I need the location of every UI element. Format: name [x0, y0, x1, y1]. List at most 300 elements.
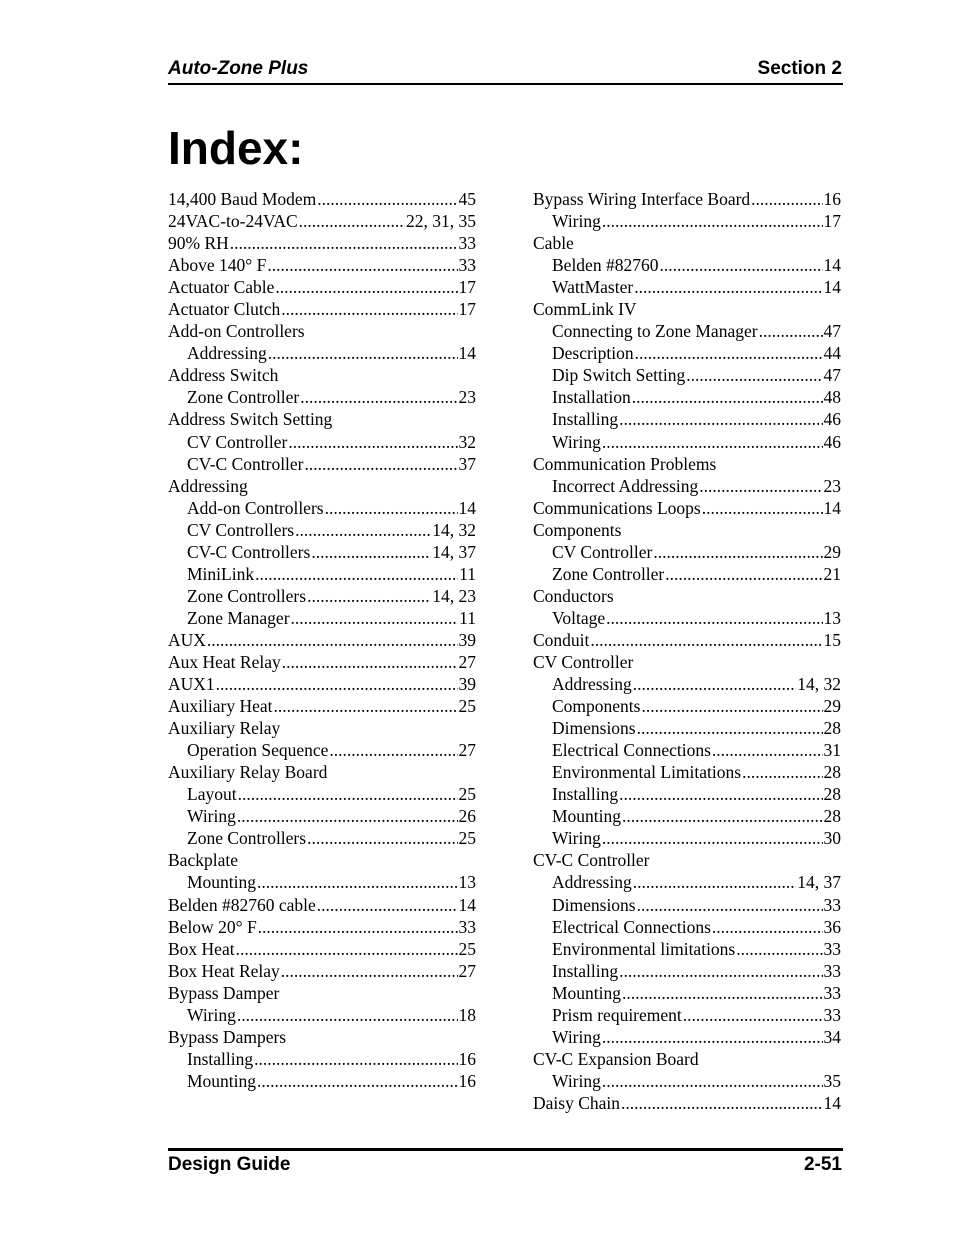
index-term: Zone Controller — [552, 563, 665, 584]
index-entry — [168, 916, 476, 938]
index-term: Address Switch Setting — [168, 409, 333, 430]
index-term: Addressing — [168, 475, 248, 496]
index-page-numbers: 25 — [458, 784, 476, 805]
dot-leader — [712, 916, 823, 938]
index-term: Add-on Controllers — [168, 321, 305, 342]
index-subentry — [168, 805, 476, 827]
index-page-numbers: 33 — [823, 894, 841, 915]
index-entry — [168, 894, 476, 916]
index-entry — [533, 1092, 841, 1114]
dot-leader — [207, 629, 458, 651]
index-entry — [168, 188, 476, 210]
dot-leader — [281, 960, 458, 982]
dot-leader — [329, 739, 457, 761]
index-term: Zone Controllers — [187, 828, 307, 849]
index-page-numbers: 28 — [823, 718, 841, 739]
index-subentry — [533, 960, 841, 982]
index-subentry — [168, 1070, 476, 1092]
index-term: Address Switch — [168, 365, 279, 386]
index-subentry — [533, 607, 841, 629]
dot-leader — [742, 761, 822, 783]
dot-leader — [736, 938, 822, 960]
index-subentry — [533, 1026, 841, 1048]
index-subentry — [533, 739, 841, 761]
index-page-numbers: 11 — [459, 563, 476, 584]
dot-leader — [699, 475, 822, 497]
dot-leader — [237, 805, 458, 827]
index-term: CV Controller — [533, 651, 634, 672]
index-subentry — [533, 408, 841, 430]
index-entry — [533, 497, 841, 519]
index-subentry — [533, 916, 841, 938]
index-page-numbers: 37 — [458, 453, 476, 474]
dot-leader — [702, 497, 823, 519]
index-page-numbers: 13 — [823, 607, 841, 628]
index-page-numbers: 30 — [823, 828, 841, 849]
index-term: AUX1 — [168, 674, 215, 695]
index-term: Zone Controllers — [187, 585, 307, 606]
index-entry — [168, 960, 476, 982]
dot-leader — [307, 827, 457, 849]
index-column-right — [533, 188, 841, 1114]
dot-leader — [683, 1004, 823, 1026]
index-entry — [168, 210, 476, 232]
index-page-numbers: 17 — [458, 299, 476, 320]
index-term: Below 20° F — [168, 916, 257, 937]
dot-leader — [325, 497, 458, 519]
footer-document-name: Design Guide — [168, 1154, 291, 1175]
index-term: 14,400 Baud Modem — [168, 189, 317, 209]
index-page-numbers: 27 — [458, 651, 476, 672]
index-term: Bypass Damper — [168, 982, 280, 1003]
index-page-numbers: 39 — [458, 674, 476, 695]
index-term: Mounting — [187, 872, 257, 893]
index-term: Dimensions — [552, 718, 636, 739]
index-entry — [533, 629, 841, 651]
dot-leader — [659, 254, 822, 276]
index-entry — [168, 717, 476, 739]
index-term: Box Heat Relay — [168, 960, 280, 981]
dot-leader — [622, 805, 822, 827]
index-subentry — [533, 386, 841, 408]
index-term: Cable — [533, 233, 574, 254]
dot-leader — [305, 453, 458, 475]
index-column-left — [168, 188, 476, 1092]
dot-leader — [257, 871, 457, 893]
index-page-numbers: 25 — [458, 828, 476, 849]
index-subentry — [533, 563, 841, 585]
index-entry — [168, 320, 476, 342]
index-subentry — [533, 717, 841, 739]
dot-leader — [281, 298, 457, 320]
index-subentry — [168, 585, 476, 607]
index-entry — [533, 232, 841, 254]
index-subentry — [168, 607, 476, 629]
dot-leader — [751, 188, 822, 210]
index-term: CommLink IV — [533, 299, 637, 320]
index-entry — [168, 475, 476, 497]
index-term: Wiring — [552, 828, 601, 849]
index-entry — [533, 519, 841, 541]
index-term: CV-C Expansion Board — [533, 1048, 699, 1069]
index-term: Zone Manager — [187, 607, 290, 628]
footer-rule — [168, 1148, 843, 1151]
index-page-numbers: 15 — [823, 629, 841, 650]
index-subentry — [533, 431, 841, 453]
index-page-numbers: 23 — [823, 475, 841, 496]
index-page-numbers: 13 — [458, 872, 476, 893]
dot-leader — [686, 364, 822, 386]
page-number: 2-51 — [803, 1154, 842, 1175]
index-term: Mounting — [552, 806, 622, 827]
dot-leader — [602, 1070, 823, 1092]
index-page-numbers: 45 — [458, 189, 476, 209]
index-page-numbers: 47 — [823, 321, 841, 342]
index-term: Components — [552, 696, 641, 717]
index-subentry — [533, 475, 841, 497]
index-term: Daisy Chain — [533, 1092, 621, 1113]
index-term: Actuator Clutch — [168, 299, 281, 320]
index-term: Bypass Dampers — [168, 1026, 287, 1047]
index-subentry — [533, 783, 841, 805]
index-term: CV Controller — [552, 541, 653, 562]
index-subentry — [533, 541, 841, 563]
index-subentry — [533, 276, 841, 298]
index-subentry — [533, 982, 841, 1004]
index-subentry — [533, 254, 841, 276]
index-term: Operation Sequence — [187, 740, 329, 761]
dot-leader — [641, 695, 822, 717]
dot-leader — [238, 783, 458, 805]
index-entry — [533, 651, 841, 673]
index-term: Box Heat — [168, 938, 235, 959]
index-page-numbers: 25 — [458, 938, 476, 959]
index-term: Addressing — [187, 343, 267, 364]
index-term: Addressing — [552, 674, 632, 695]
header-rule — [168, 83, 843, 85]
dot-leader — [602, 827, 823, 849]
index-entry — [533, 298, 841, 320]
index-page-numbers: 27 — [458, 740, 476, 761]
index-page-numbers: 32 — [458, 431, 476, 452]
index-subentry — [533, 871, 841, 893]
index-page-numbers: 44 — [823, 343, 841, 364]
index-subentry — [533, 342, 841, 364]
index-term: CV Controllers — [187, 519, 295, 540]
index-page-numbers: 36 — [823, 916, 841, 937]
index-subentry — [533, 320, 841, 342]
index-subentry — [533, 1070, 841, 1092]
index-subentry — [168, 1048, 476, 1070]
index-term: Auxiliary Relay — [168, 718, 281, 739]
index-term: Electrical Connections — [552, 916, 711, 937]
index-page-numbers: 18 — [458, 1004, 476, 1025]
index-page-numbers: 33 — [823, 1004, 841, 1025]
dot-leader — [653, 541, 822, 563]
index-entry — [533, 849, 841, 871]
dot-leader — [619, 408, 822, 430]
dot-leader — [237, 1004, 458, 1026]
index-page-numbers: 26 — [458, 806, 476, 827]
index-entry — [168, 298, 476, 320]
index-term: Communications Loops — [533, 497, 701, 518]
index-page-numbers: 23 — [458, 387, 476, 408]
index-term: Belden #82760 — [552, 255, 659, 276]
index-term: 24VAC-to-24VAC — [168, 211, 298, 232]
index-term: Bypass Wiring Interface Board — [533, 189, 751, 209]
index-term: CV Controller — [187, 431, 288, 452]
index-page-numbers: 14, 23 — [432, 585, 476, 606]
dot-leader — [299, 210, 405, 232]
index-subentry — [533, 761, 841, 783]
index-subentry — [168, 342, 476, 364]
dot-leader — [268, 342, 458, 364]
dot-leader — [295, 519, 431, 541]
page-title: Index: — [168, 122, 304, 174]
dot-leader — [307, 585, 431, 607]
index-term: Wiring — [552, 211, 601, 232]
index-term: Description — [552, 343, 634, 364]
index-term: CV-C Controller — [533, 850, 650, 871]
index-subentry — [533, 805, 841, 827]
index-page-numbers: 48 — [823, 387, 841, 408]
index-page-numbers: 33 — [458, 916, 476, 937]
index-entry — [168, 364, 476, 386]
index-page-numbers: 14 — [823, 497, 841, 518]
index-page-numbers: 11 — [459, 607, 476, 628]
index-page-numbers: 22, 31, 35 — [406, 211, 476, 232]
index-page-numbers: 14, 32 — [432, 519, 476, 540]
index-subentry — [168, 431, 476, 453]
index-term: Addressing — [552, 872, 632, 893]
dot-leader — [275, 276, 457, 298]
dot-leader — [257, 1070, 457, 1092]
index-subentry — [168, 386, 476, 408]
index-page-numbers: 14, 32 — [797, 674, 841, 695]
index-page-numbers: 14 — [823, 255, 841, 276]
index-subentry — [533, 695, 841, 717]
dot-leader — [267, 254, 457, 276]
dot-leader — [635, 342, 823, 364]
index-term: Prism requirement — [552, 1004, 682, 1025]
dot-leader — [216, 673, 458, 695]
index-term: Dip Switch Setting — [552, 365, 686, 386]
index-term: Environmental limitations — [552, 938, 736, 959]
index-subentry — [168, 739, 476, 761]
dot-leader — [602, 431, 823, 453]
index-term: Communication Problems — [533, 453, 717, 474]
index-term: Conductors — [533, 585, 614, 606]
dot-leader — [288, 431, 457, 453]
index-term: Layout — [187, 784, 237, 805]
index-term: Wiring — [187, 806, 236, 827]
dot-leader — [311, 541, 431, 563]
index-entry — [168, 761, 476, 783]
index-page-numbers: 31 — [823, 740, 841, 761]
index-term: Installation — [552, 387, 631, 408]
index-term: Components — [533, 519, 622, 540]
index-term: Mounting — [187, 1070, 257, 1091]
index-term: Add-on Controllers — [187, 497, 324, 518]
index-term: Installing — [187, 1048, 254, 1069]
index-page-numbers: 14 — [458, 894, 476, 915]
index-entry — [533, 585, 841, 607]
index-subentry — [168, 783, 476, 805]
index-page-numbers: 33 — [823, 960, 841, 981]
index-subentry — [168, 497, 476, 519]
dot-leader — [712, 739, 823, 761]
index-subentry — [533, 938, 841, 960]
dot-leader — [291, 607, 459, 629]
dot-leader — [633, 871, 797, 893]
index-subentry — [533, 1004, 841, 1026]
dot-leader — [637, 894, 823, 916]
index-entry — [168, 276, 476, 298]
index-entry — [168, 849, 476, 871]
index-term: 90% RH — [168, 233, 229, 254]
dot-leader — [632, 386, 823, 408]
index-term: Mounting — [552, 982, 622, 1003]
dot-leader — [230, 232, 458, 254]
index-page-numbers: 34 — [823, 1026, 841, 1047]
index-entry — [168, 408, 476, 430]
index-term: Wiring — [552, 1070, 601, 1091]
index-subentry — [533, 673, 841, 695]
index-page-numbers: 33 — [458, 255, 476, 276]
index-page-numbers: 39 — [458, 629, 476, 650]
index-page-numbers: 14 — [458, 497, 476, 518]
index-term: WattMaster — [552, 277, 634, 298]
index-subentry — [168, 871, 476, 893]
index-term: Environmental Limitations — [552, 762, 742, 783]
dot-leader — [317, 188, 457, 210]
index-term: Aux Heat Relay — [168, 651, 281, 672]
index-term: AUX — [168, 629, 206, 650]
index-term: Wiring — [552, 431, 601, 452]
index-subentry — [533, 894, 841, 916]
index-subentry — [168, 453, 476, 475]
index-page-numbers: 47 — [823, 365, 841, 386]
index-subentry — [168, 541, 476, 563]
dot-leader — [282, 651, 458, 673]
index-page-numbers: 14, 37 — [432, 541, 476, 562]
index-entry — [168, 254, 476, 276]
dot-leader — [665, 563, 822, 585]
dot-leader — [300, 386, 457, 408]
index-page-numbers: 16 — [458, 1048, 476, 1069]
index-term: Auxiliary Relay Board — [168, 762, 328, 783]
index-subentry — [168, 827, 476, 849]
running-header-section: Section 2 — [757, 58, 842, 79]
index-term: Wiring — [552, 1026, 601, 1047]
index-entry — [168, 982, 476, 1004]
dot-leader — [759, 320, 823, 342]
index-term: Conduit — [533, 629, 590, 650]
index-page-numbers: 16 — [823, 189, 841, 209]
dot-leader — [273, 695, 457, 717]
index-page-numbers: 46 — [823, 431, 841, 452]
index-term: Backplate — [168, 850, 238, 871]
index-page-numbers: 14 — [458, 343, 476, 364]
index-term: Dimensions — [552, 894, 636, 915]
index-page-numbers: 14 — [823, 1092, 841, 1113]
index-term: Installing — [552, 960, 619, 981]
dot-leader — [602, 210, 823, 232]
index-page-numbers: 29 — [823, 696, 841, 717]
index-page-numbers: 35 — [823, 1070, 841, 1091]
index-page-numbers: 33 — [823, 982, 841, 1003]
dot-leader — [622, 982, 822, 1004]
index-entry — [168, 695, 476, 717]
index-entry — [168, 673, 476, 695]
index-term: Electrical Connections — [552, 740, 711, 761]
index-page-numbers: 21 — [823, 563, 841, 584]
index-subentry — [533, 827, 841, 849]
dot-leader — [602, 1026, 823, 1048]
index-page-numbers: 28 — [823, 784, 841, 805]
index-term: Incorrect Addressing — [552, 475, 699, 496]
index-term: Auxiliary Heat — [168, 696, 273, 717]
index-page-numbers: 14 — [823, 277, 841, 298]
index-subentry — [533, 210, 841, 232]
dot-leader — [258, 916, 458, 938]
index-term: Installing — [552, 409, 619, 430]
index-term: Voltage — [552, 607, 606, 628]
index-term: Installing — [552, 784, 619, 805]
index-page-numbers: 14, 37 — [797, 872, 841, 893]
index-term: Zone Controller — [187, 387, 300, 408]
index-term: Connecting to Zone Manager — [552, 321, 758, 342]
dot-leader — [255, 563, 458, 585]
dot-leader — [621, 1092, 822, 1114]
index-term: Belden #82760 cable — [168, 894, 316, 915]
dot-leader — [590, 629, 822, 651]
index-page-numbers: 28 — [823, 806, 841, 827]
index-entry — [168, 629, 476, 651]
index-term: Actuator Cable — [168, 277, 275, 298]
index-entry — [168, 232, 476, 254]
index-page-numbers: 17 — [458, 277, 476, 298]
index-term: MiniLink — [187, 563, 255, 584]
dot-leader — [619, 783, 822, 805]
index-subentry — [168, 1004, 476, 1026]
dot-leader — [637, 717, 823, 739]
index-subentry — [168, 563, 476, 585]
dot-leader — [634, 276, 822, 298]
index-page-numbers: 33 — [823, 938, 841, 959]
dot-leader — [633, 673, 797, 695]
index-entry — [168, 651, 476, 673]
index-entry — [533, 188, 841, 210]
index-entry — [168, 938, 476, 960]
index-subentry — [533, 364, 841, 386]
index-page-numbers: 25 — [458, 696, 476, 717]
index-page-numbers: 28 — [823, 762, 841, 783]
dot-leader — [236, 938, 458, 960]
index-term: Wiring — [187, 1004, 236, 1025]
index-page-numbers: 29 — [823, 541, 841, 562]
index-term: CV-C Controllers — [187, 541, 311, 562]
running-header-title: Auto-Zone Plus — [168, 58, 309, 79]
dot-leader — [619, 960, 822, 982]
index-term: Above 140° F — [168, 255, 267, 276]
index-page-numbers: 33 — [458, 233, 476, 254]
index-entry — [533, 453, 841, 475]
dot-leader — [606, 607, 822, 629]
index-entry — [168, 1026, 476, 1048]
dot-leader — [317, 894, 458, 916]
index-page-numbers: 46 — [823, 409, 841, 430]
